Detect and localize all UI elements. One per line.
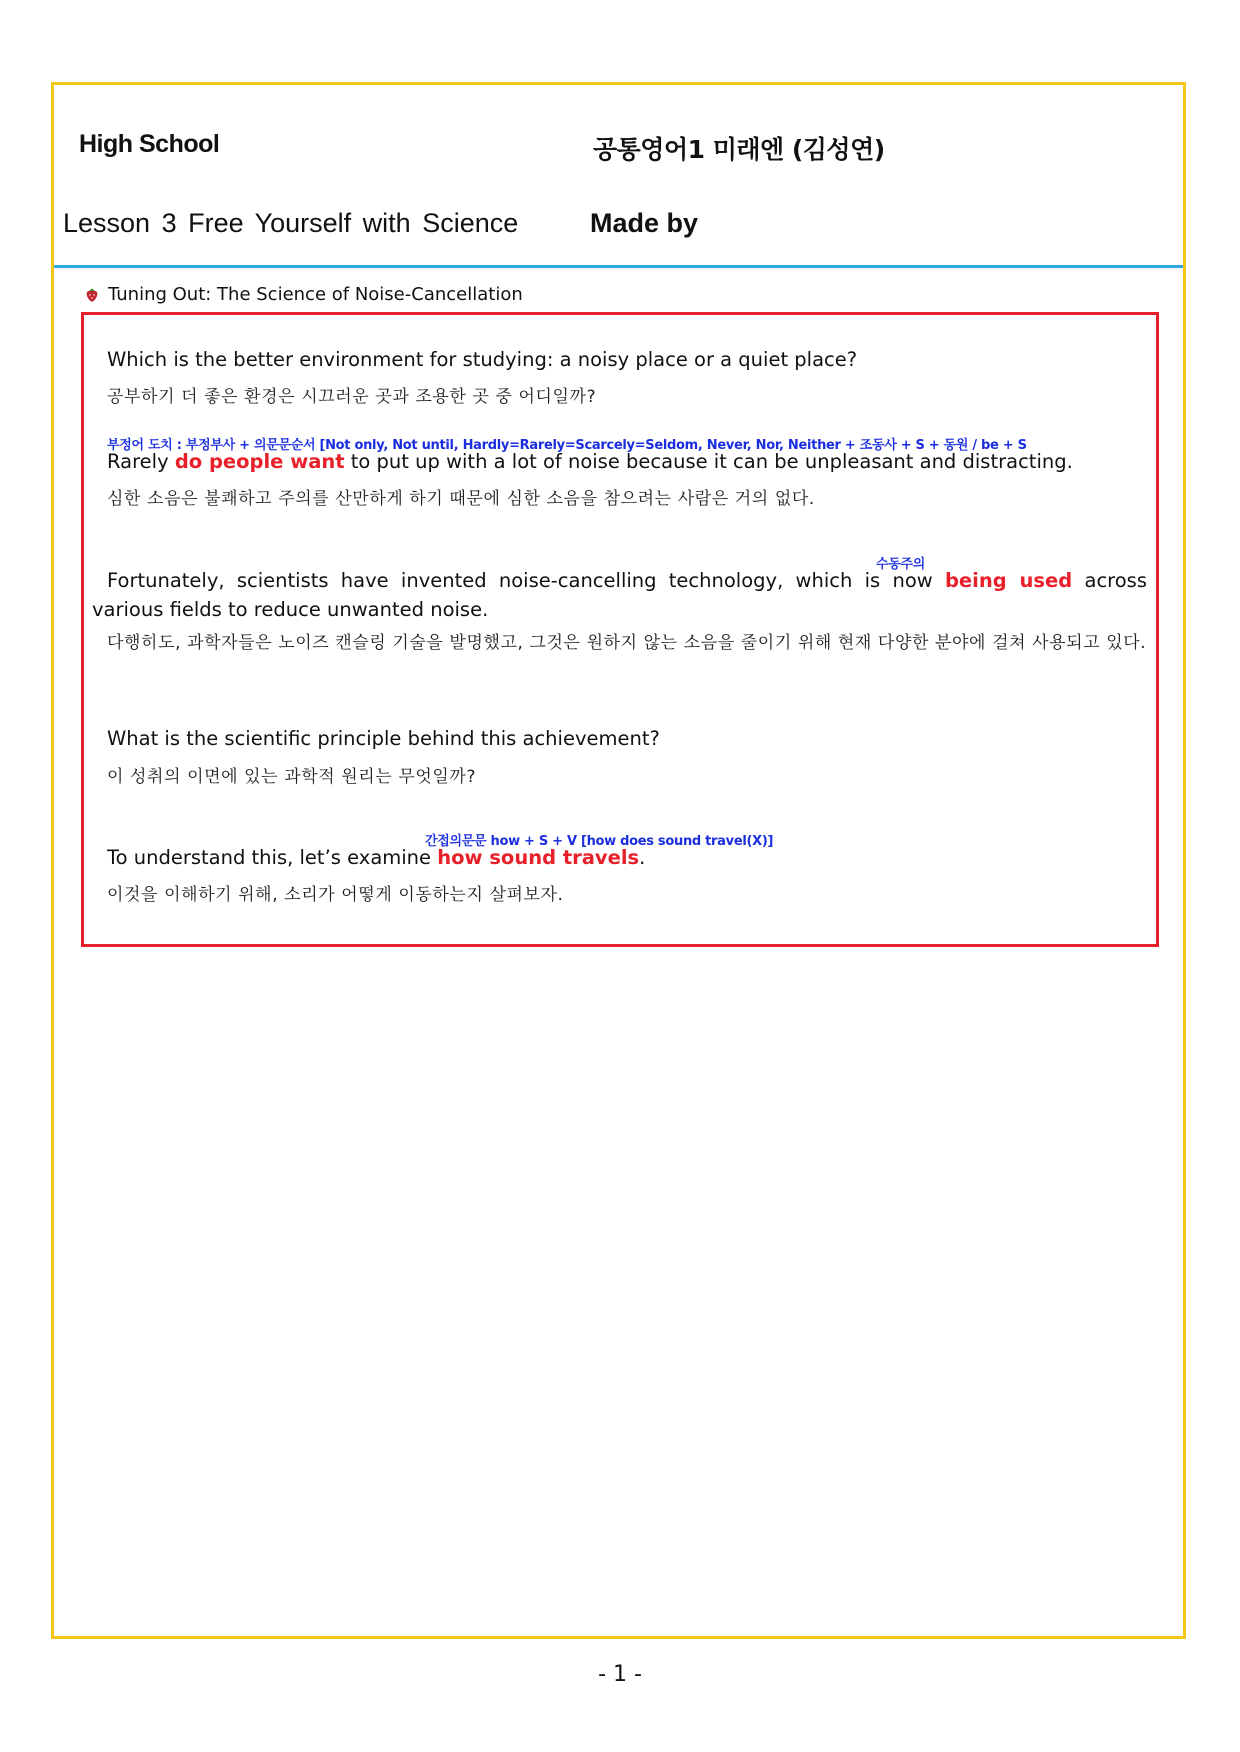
textbook-title: 공통영어1 미래엔 (김성연) [593, 135, 885, 164]
school-level: High School [79, 130, 220, 158]
sentence-2-english [107, 450, 1073, 473]
sentence-5-english [107, 846, 645, 869]
sentence-5-part-a: To understand this, let’s examine [107, 846, 438, 869]
grammar-note-indirect-question: 간접의문문 how + S + V [how does sound travel(X)] [425, 834, 774, 849]
section-heading [84, 284, 523, 305]
sentence-5-korean: 이것을 이해하기 위해, 소리가 어떻게 이동하는지 살펴보자. [107, 885, 564, 905]
page-number: - 1 - [598, 1662, 642, 1687]
highlight-passive: being used [944, 569, 1073, 592]
header-divider [54, 265, 1183, 268]
highlight-indirect-question: how sound travels [437, 846, 640, 869]
sentence-2-part-a: Rarely [107, 450, 175, 473]
made-by-label: Made by [590, 208, 699, 238]
strawberry-icon [84, 287, 100, 303]
sentence-2-korean: 심한 소음은 불쾌하고 주의를 산만하게 하기 때문에 심한 소음을 참으려는 사람은 거의 없다. [107, 489, 815, 509]
sentence-2-part-b: to put up with a lot of noise because it can be unpleasant and distracting. [344, 450, 1073, 473]
sentence-4-english: What is the scientific principle behind this achievement? [107, 727, 660, 750]
sentence-5-part-b: . [639, 846, 646, 869]
sentence-3-part-b: across various fields to reduce unwanted noise. [92, 569, 1147, 621]
grammar-note-inversion: 부정어 도치 : 부정부사 + 의문문순서 [Not only, Not until, Hardly=Rarely=Scarcely=Seldom, Never, Nor, Neither + 조동사 + S + 동원 / be + S [107, 438, 1027, 453]
sentence-1-korean: 공부하기 더 좋은 환경은 시끄러운 곳과 조용한 곳 중 어디일까? [107, 387, 597, 407]
section-title: Tuning Out: The Science of Noise-Cancellation [108, 284, 523, 305]
sentence-3-english [92, 566, 1147, 624]
sentence-3-part-a: Fortunately, scientists have invented noise-cancelling technology, which is now [107, 569, 945, 592]
sentence-4-korean: 이 성취의 이면에 있는 과학적 원리는 무엇일까? [107, 767, 477, 787]
sentence-3-korean: 다행히도, 과학자들은 노이즈 캔슬링 기술을 발명했고, 그것은 원하지 않는 소음을 줄이기 위해 현재 다양한 분야에 걸쳐 사용되고 있다. [107, 633, 1147, 653]
grammar-note-passive: 수동주의 [876, 557, 926, 572]
highlight-inversion: do people want [174, 450, 345, 473]
lesson-title: Lesson 3 Free Yourself with Science [63, 208, 519, 238]
sentence-1-english: Which is the better environment for studying: a noisy place or a quiet place? [107, 348, 858, 371]
